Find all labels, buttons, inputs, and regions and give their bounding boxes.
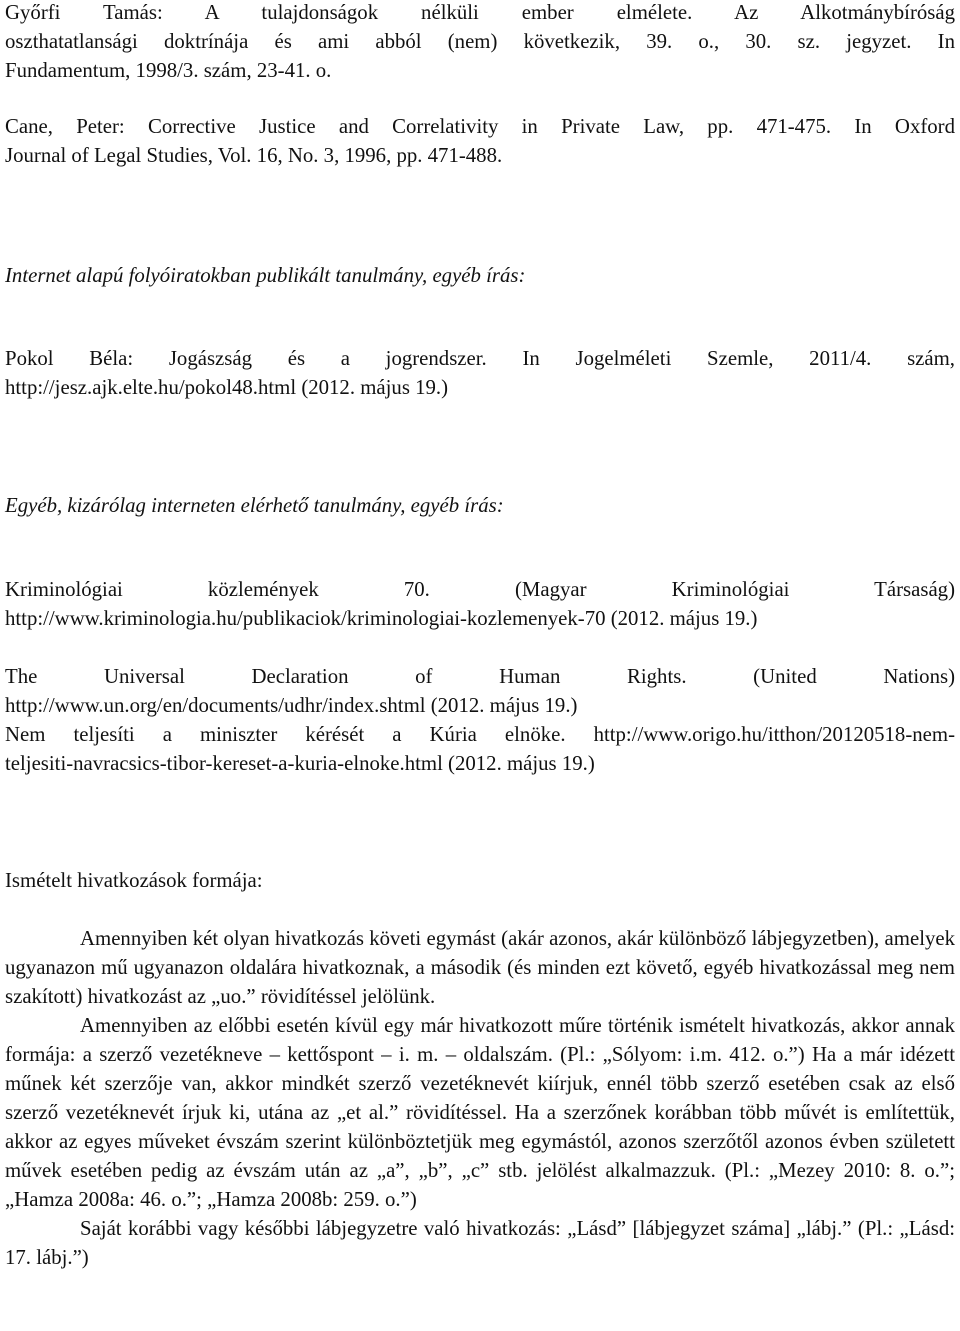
reference-line: http://www.kriminologia.hu/publikaciok/kriminologiai-kozlemenyek-70 (2012. május 19.) [5,607,758,630]
heading-repeated-references: Ismételt hivatkozások formája: [5,869,263,892]
reference-line: oszthatatlansági doktrínája és ami abból (nem) következik, 39. o., 30. sz. jegyzet. In [5,30,955,53]
reference-line: http://jesz.ajk.elte.hu/pokol48.html (2012. május 19.) [5,376,449,399]
reference-pokol [5,344,955,402]
paragraph-im: Amennyiben az előbbi esetén kívül egy már hivatkozott műre történik ismételt hivatkozás, akkor annak formája: a szerző vezetékneve – kettőspont – i. m. – oldalszám. (Pl.: „Sólyom: i.m. 412. o.”) Ha a már idézett műnek két szerzője van, akkor mindkét szerző vezetéknevét kiírjuk, ennél több szerző esetében csak az első szerző vezetéknevét írjuk ki, utána az „et al.” rövidítéssel. Ha a szerzőnek korábban több művét is említettük, akkor az egyes műveket évszám szerint különböztetjük meg egymástól, azonos szerzőtől azonos évben született művek esetében pedig az évszám után az „a”, „b”, „c” stb. jelölést alkalmazzuk. (Pl.: „Mezey 2010: 8. o.”; „Hamza 2008a: 46. o.”; „Hamza 2008b: 259. o.”) [5,1014,955,1211]
paragraph-uo: Amennyiben két olyan hivatkozás követi egymást (akár azonos, akár különböző lábjegyzetben), amelyek ugyanazon mű ugyanazon oldalára hivatkoznak, a második (és minden ezt követő, egyéb hivatkozással meg nem szakított) hivatkozást az „uo.” rövidítéssel jelölünk. [5,927,955,1008]
heading-internet-only: Egyéb, kizárólag interneten elérhető tanulmány, egyéb írás: [5,494,504,517]
reference-line: Fundamentum, 1998/3. szám, 23-41. o. [5,59,332,82]
heading-internet-journals: Internet alapú folyóiratokban publikált tanulmány, egyéb írás: [5,264,526,287]
reference-line: teljesiti-navracsics-tibor-kereset-a-kuria-elnoke.html (2012. május 19.) [5,752,595,775]
reference-line: Nem teljesíti a miniszter kérését a Kúria elnöke. http://www.origo.hu/itthon/20120518-nem- [5,723,955,746]
reference-line: Pokol Béla: Jogászság és a jogrendszer. In Jogelméleti Szemle, 2011/4. szám, [5,347,955,370]
reference-line: http://www.un.org/en/documents/udhr/index.shtml (2012. május 19.) [5,694,578,717]
reference-line: Cane, Peter: Corrective Justice and Correlativity in Private Law, pp. 471-475. In Oxford [5,115,955,138]
reference-origo [5,720,955,778]
paragraph-lasd: Saját korábbi vagy későbbi lábjegyzetre való hivatkozás: „Lásd” [lábjegyzet száma] „lábj.” (Pl.: „Lásd: 17. lábj.”) [5,1217,955,1269]
reference-kriminologia [5,575,955,633]
reference-line: The Universal Declaration of Human Rights. (United Nations) [5,665,955,688]
reference-line: Győrfi Tamás: A tulajdonságok nélküli ember elmélete. Az Alkotmánybíróság [5,1,955,24]
reference-gyorfi [5,0,955,85]
reference-line: Kriminológiai közlemények 70. (Magyar Kriminológiai Társaság) [5,578,955,601]
reference-cane [5,112,955,170]
reference-udhr [5,662,955,720]
body-text [5,924,955,1272]
reference-line: Journal of Legal Studies, Vol. 16, No. 3, 1996, pp. 471-488. [5,144,503,167]
